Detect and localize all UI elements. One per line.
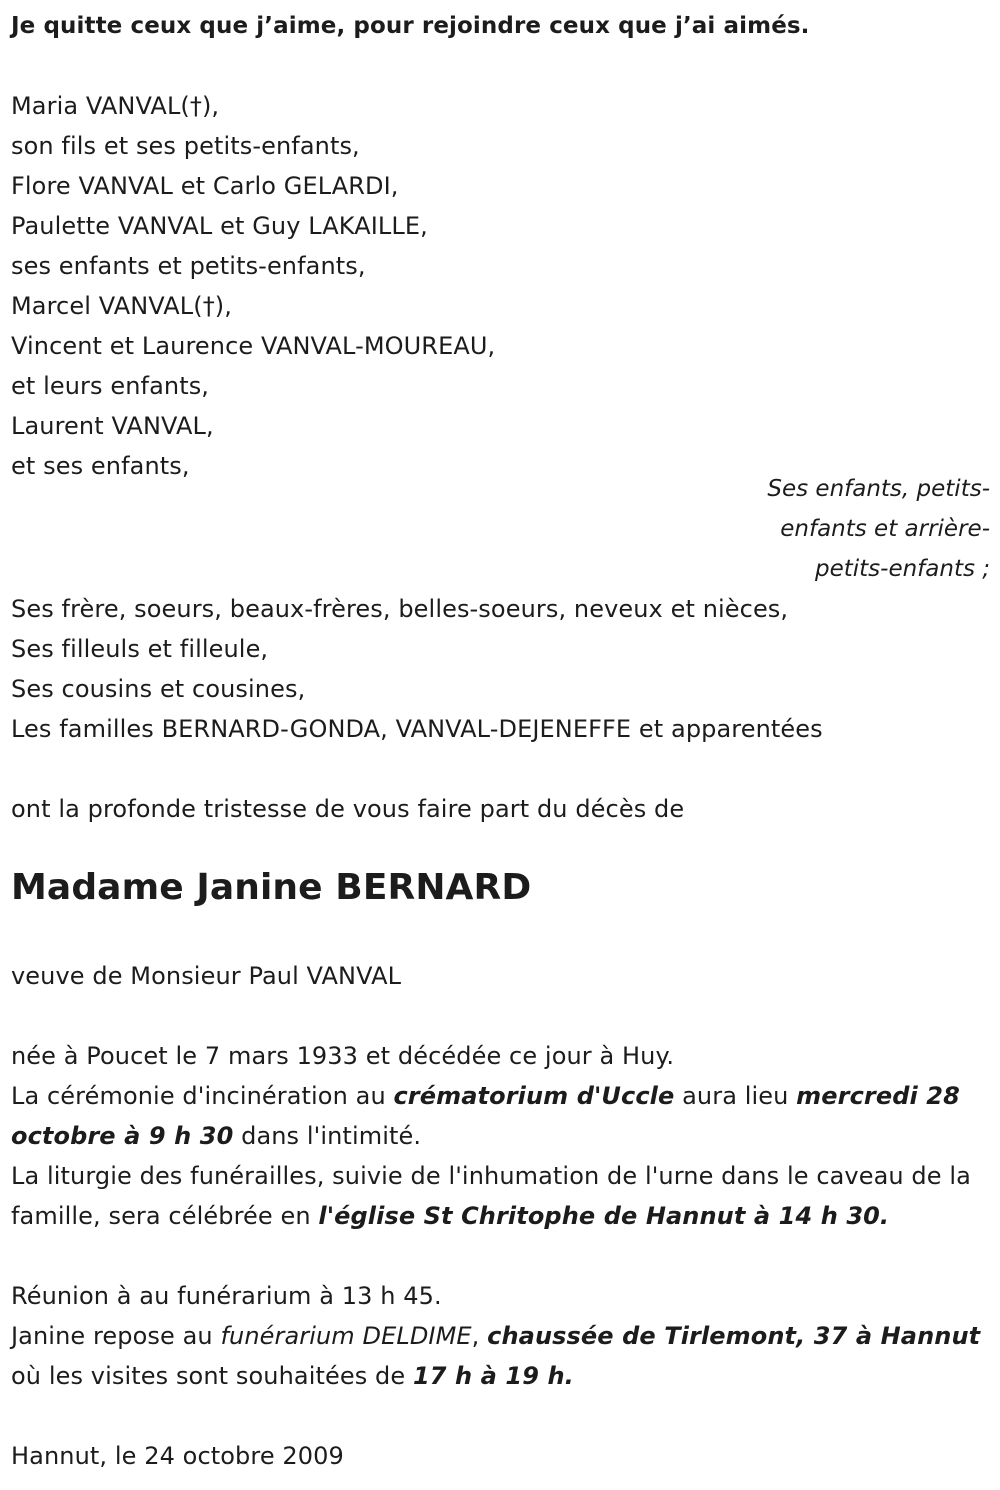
aside-line: enfants et arrière-: [780, 516, 990, 542]
liturgy-paragraph: [11, 1156, 991, 1236]
ceremony-text: dans l'intimité.: [233, 1122, 422, 1150]
repose-funerarium: funérarium DELDIME: [220, 1322, 472, 1350]
aside-line: Ses enfants, petits-: [767, 476, 990, 502]
repose-address: chaussée de Tirlemont, 37 à Hannut: [487, 1322, 981, 1350]
family-line: Maria VANVAL(†),: [11, 92, 220, 120]
ceremony-place: crématorium d'Uccle: [393, 1082, 675, 1110]
ceremony-datetime: mercredi 28 octobre à 9 h 30: [11, 1082, 960, 1150]
birth-death: née à Poucet le 7 mars 1933 et décédée ce jour à Huy.: [11, 1042, 675, 1070]
repose-paragraph: [11, 1316, 991, 1396]
ceremony-paragraph: [11, 1076, 991, 1156]
repose-text: Janine repose au: [11, 1322, 221, 1350]
relatives-line: Ses filleuls et filleule,: [11, 635, 269, 663]
repose-hours: 17 h à 19 h.: [412, 1362, 574, 1390]
ceremony-text: La cérémonie d'incinération au: [11, 1082, 394, 1110]
announcement: ont la profonde tristesse de vous faire part du décès de: [11, 795, 685, 823]
widow-of: veuve de Monsieur Paul VANVAL: [11, 962, 402, 990]
place-date: Hannut, le 24 octobre 2009: [11, 1442, 344, 1470]
family-line: Vincent et Laurence VANVAL-MOUREAU,: [11, 332, 496, 360]
family-line: et ses enfants,: [11, 452, 190, 480]
liturgy-text: La liturgie des funérailles, suivie de l'inhumation de l'urne dans le caveau de la famille, sera célébrée en: [11, 1162, 971, 1230]
family-line: Laurent VANVAL,: [11, 412, 214, 440]
liturgy-place: l'église St Chritophe de Hannut à 14 h 30.: [318, 1202, 890, 1230]
epigraph: Je quitte ceux que j’aime, pour rejoindre ceux que j’ai aimés.: [11, 13, 810, 39]
family-line: son fils et ses petits-enfants,: [11, 132, 360, 160]
family-line: Marcel VANVAL(†),: [11, 292, 232, 320]
deceased-name: Madame Janine BERNARD: [11, 867, 532, 908]
family-line: Flore VANVAL et Carlo GELARDI,: [11, 172, 399, 200]
relatives-line: Ses frère, soeurs, beaux-frères, belles-soeurs, neveux et nièces,: [11, 595, 789, 623]
family-line: et leurs enfants,: [11, 372, 210, 400]
relatives-line: Les familles BERNARD-GONDA, VANVAL-DEJENEFFE et apparentées: [11, 715, 823, 743]
repose-text: où les visites sont souhaitées de: [11, 1362, 413, 1390]
meeting: Réunion à au funérarium à 13 h 45.: [11, 1282, 442, 1310]
family-line: Paulette VANVAL et Guy LAKAILLE,: [11, 212, 428, 240]
aside-line: petits-enfants ;: [814, 556, 990, 582]
ceremony-text: aura lieu: [674, 1082, 797, 1110]
family-line: ses enfants et petits-enfants,: [11, 252, 366, 280]
relatives-line: Ses cousins et cousines,: [11, 675, 306, 703]
repose-text: ,: [471, 1322, 488, 1350]
